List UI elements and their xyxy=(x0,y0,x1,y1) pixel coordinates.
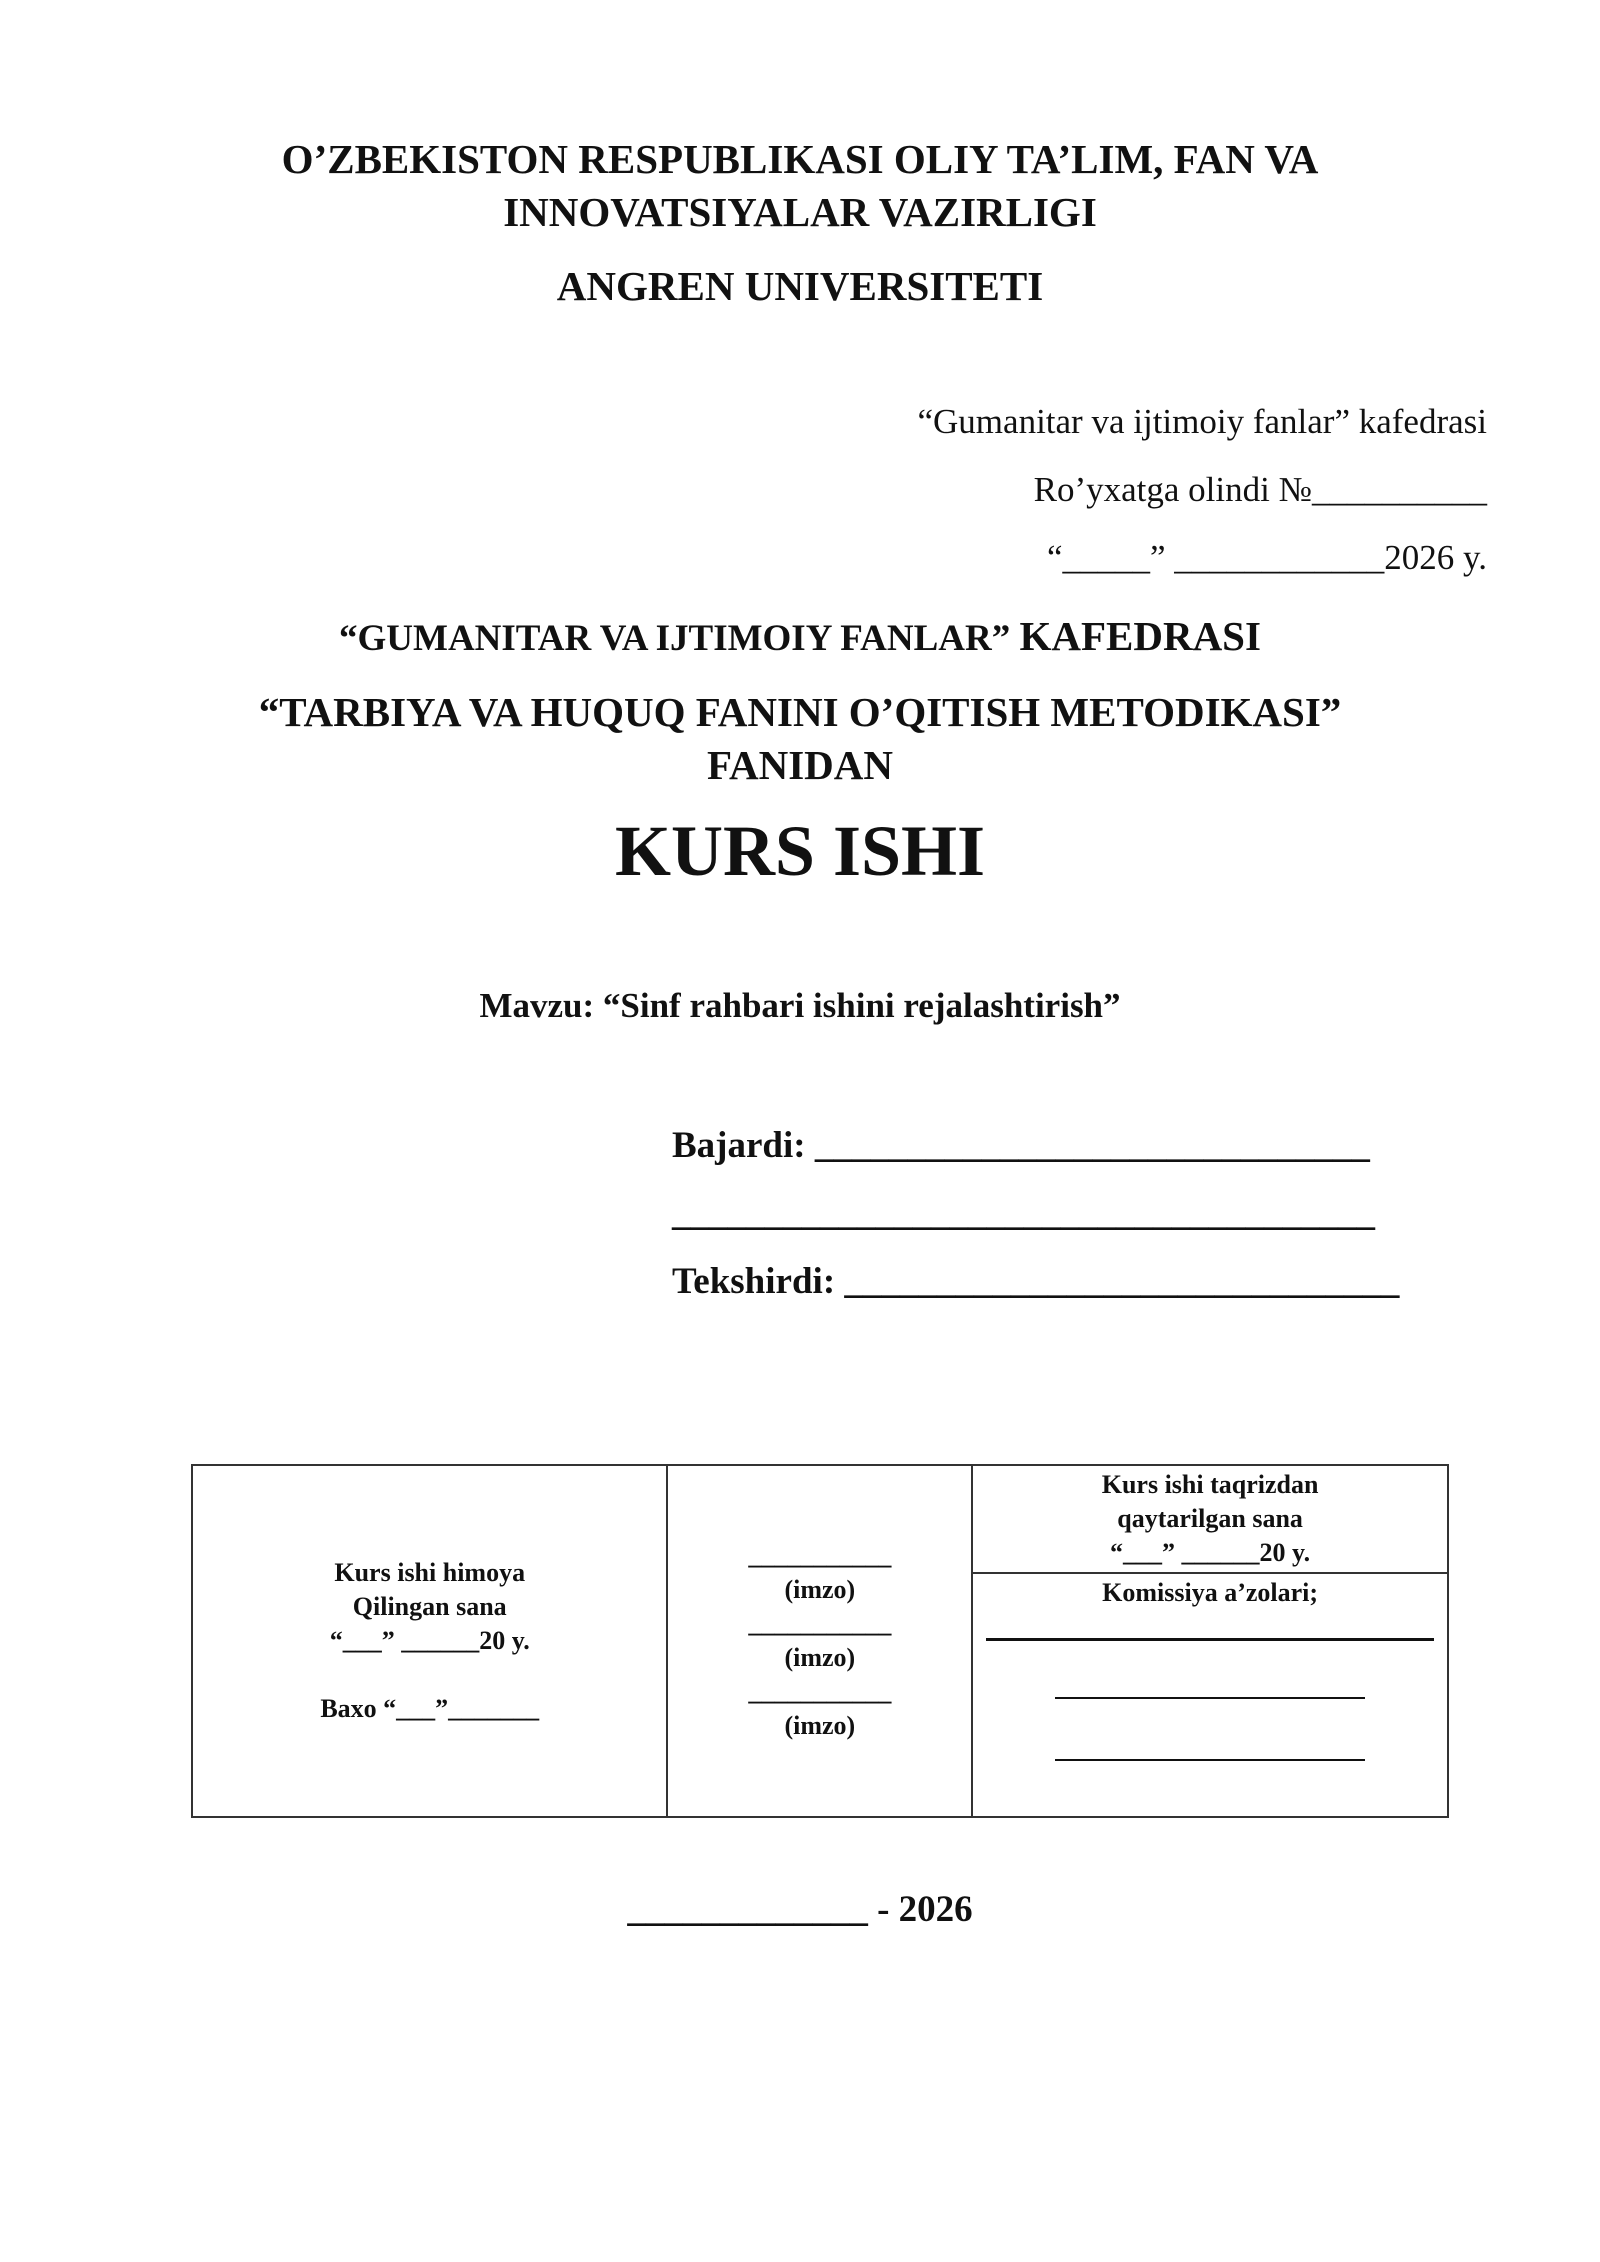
ministry-heading xyxy=(0,133,1600,239)
topic-line: Mavzu: “Sinf rahbari ishini rejalashtirish” xyxy=(479,986,1121,1025)
signature-line-2: ___________ xyxy=(748,1609,892,1638)
grade-table xyxy=(191,1464,1449,1818)
registration-date: “_____” ____________2026 y. xyxy=(1046,538,1487,577)
tekshirdi-field: Tekshirdi: ______________________________ xyxy=(672,1261,1400,1302)
registration-department: “Gumanitar va ijtimoiy fanlar” kafedrasi xyxy=(917,402,1487,441)
bajardi-extra-line: ______________________________________ xyxy=(672,1193,1375,1234)
registration-number: Ro’yxatga olindi №__________ xyxy=(1033,470,1487,509)
signature-cell xyxy=(667,1465,972,1817)
defense-line-2: Qilingan sana xyxy=(352,1592,507,1621)
signature-caption-1: (imzo) xyxy=(784,1575,856,1604)
university-name: ANGREN UNIVERSITETI xyxy=(556,263,1044,309)
signature-line-1: ___________ xyxy=(748,1541,892,1570)
commission-line-3 xyxy=(1055,1755,1365,1761)
subject-line-1: “TARBIYA VA HUQUQ FANINI O’QITISH METODIKASI” xyxy=(258,689,1342,735)
footer-year: _____________ - 2026 xyxy=(627,1889,973,1930)
commission-label: Komissiya a’zolari; xyxy=(1102,1578,1319,1607)
commission-cell xyxy=(972,1573,1448,1817)
review-line-1: Kurs ishi taqrizdan xyxy=(1101,1470,1319,1499)
review-cell xyxy=(972,1465,1448,1573)
commission-line-2 xyxy=(1055,1693,1365,1699)
review-date: “___” ______20 y. xyxy=(1110,1538,1311,1567)
commission-line-1 xyxy=(986,1634,1434,1641)
document-title: KURS ISHI xyxy=(614,811,986,891)
signature-caption-2: (imzo) xyxy=(784,1643,856,1672)
defense-line-1: Kurs ishi himoya xyxy=(334,1558,526,1587)
ministry-line-1: O’ZBEKISTON RESPUBLIKASI OLIY TA’LIM, FAN VA xyxy=(281,136,1319,182)
department-title xyxy=(0,612,1600,660)
defense-date: “___” ______20 y. xyxy=(329,1626,530,1655)
subject-heading xyxy=(0,686,1600,792)
signature-line-3: ___________ xyxy=(748,1677,892,1706)
department-quoted-name: “GUMANITAR VA IJTIMOIY FANLAR” xyxy=(339,618,1011,659)
bajardi-field: Bajardi: ______________________________ xyxy=(672,1125,1370,1166)
review-line-2: qaytarilgan sana xyxy=(1117,1504,1303,1533)
department-word: KAFEDRASI xyxy=(1019,613,1261,659)
ministry-line-2: INNOVATSIYALAR VAZIRLIGI xyxy=(503,189,1097,235)
grade-line: Baxo “___”_______ xyxy=(320,1694,540,1723)
subject-line-2: FANIDAN xyxy=(706,742,893,788)
signature-caption-3: (imzo) xyxy=(784,1711,856,1740)
defense-cell xyxy=(192,1465,667,1817)
